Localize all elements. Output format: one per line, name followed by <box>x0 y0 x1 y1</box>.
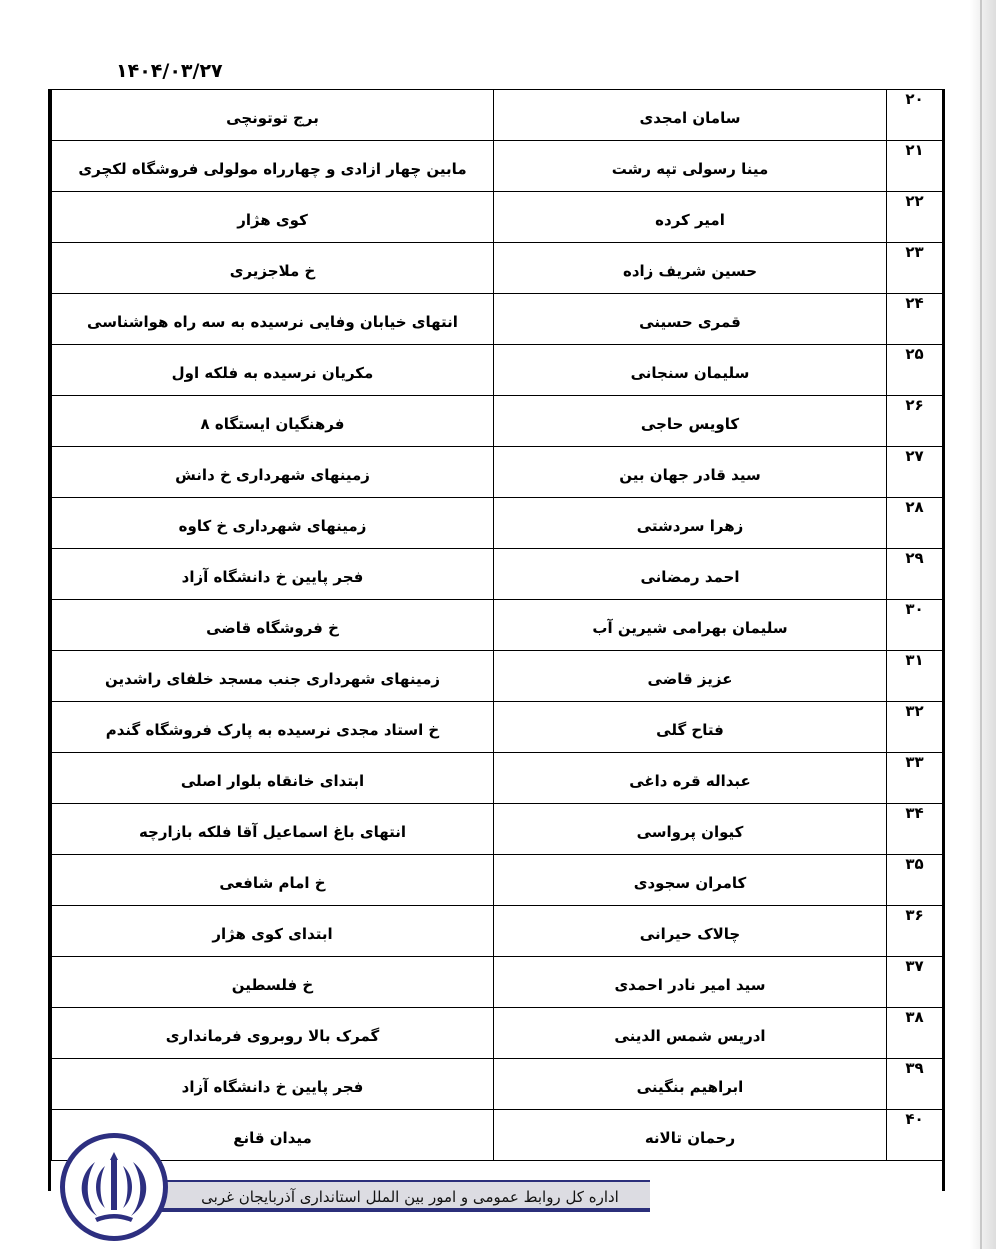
table-row <box>52 1059 943 1110</box>
row-name <box>494 498 887 549</box>
table-row <box>52 192 943 243</box>
row-address <box>52 702 494 753</box>
row-name <box>494 243 887 294</box>
row-address-text: فجر پایین خ دانشگاه آزاد <box>181 568 364 586</box>
row-address-text: زمینهای شهرداری خ دانش <box>175 466 370 484</box>
row-name-text: سامان امجدی <box>639 109 741 127</box>
page-edge-line <box>980 0 982 1249</box>
row-name-text: مینا رسولی تپه رشت <box>611 160 769 178</box>
address-table <box>51 89 943 1161</box>
row-name <box>494 651 887 702</box>
row-name-text: رحمان تالانه <box>644 1129 736 1147</box>
table-row <box>52 345 943 396</box>
row-name <box>494 1059 887 1110</box>
row-address <box>52 753 494 804</box>
row-address <box>52 294 494 345</box>
row-name-text: زهرا سردشتی <box>636 517 744 535</box>
row-name-text: کامران سجودی <box>633 874 747 892</box>
row-address-text: کوی هژار <box>237 211 308 229</box>
row-address <box>52 447 494 498</box>
row-address-text: خ ملاجزیری <box>229 262 316 280</box>
row-number: ۲۸ <box>887 498 943 549</box>
table-row <box>52 702 943 753</box>
row-address-text: خ فروشگاه قاضی <box>206 619 339 637</box>
row-address-text: خ استاد مجدی نرسیده به پارک فروشگاه گندم <box>105 721 440 739</box>
table-row <box>52 804 943 855</box>
row-address <box>52 651 494 702</box>
row-address-text: فرهنگیان ایستگاه ۸ <box>200 415 345 433</box>
row-address-text: مابین چهار ازادی و چهارراه مولولی فروشگاه لکچری <box>78 160 467 178</box>
row-name-text: احمد رمضانی <box>640 568 740 586</box>
row-address-text: ابتدای خانقاه بلوار اصلی <box>180 772 365 790</box>
row-address <box>52 396 494 447</box>
row-address-text: گمرک بالا روبروی فرمانداری <box>165 1027 380 1045</box>
row-name <box>494 702 887 753</box>
table-row <box>52 141 943 192</box>
row-name <box>494 294 887 345</box>
row-name <box>494 396 887 447</box>
row-name <box>494 549 887 600</box>
row-name <box>494 345 887 396</box>
table-row <box>52 294 943 345</box>
row-number: ۲۷ <box>887 447 943 498</box>
row-address-text: ابتدای کوی هژار <box>212 925 333 943</box>
row-number: ۳۸ <box>887 1008 943 1059</box>
row-name <box>494 804 887 855</box>
row-number: ۴۰ <box>887 1110 943 1161</box>
table-row <box>52 753 943 804</box>
document-date: ۱۴۰۴/۰۳/۲۷ <box>116 60 223 82</box>
row-name <box>494 1008 887 1059</box>
row-name <box>494 447 887 498</box>
row-name <box>494 600 887 651</box>
row-name-text: کاویس حاجی <box>640 415 740 433</box>
row-number: ۳۰ <box>887 600 943 651</box>
row-number: ۳۷ <box>887 957 943 1008</box>
row-address-text: مکریان نرسیده به فلکه اول <box>171 364 374 382</box>
row-address-text: میدان قانع <box>233 1129 312 1147</box>
row-number: ۲۶ <box>887 396 943 447</box>
row-address <box>52 498 494 549</box>
table-row <box>52 549 943 600</box>
row-name-text: سلیمان بهرامی شیرین آب <box>592 619 788 637</box>
row-number: ۲۹ <box>887 549 943 600</box>
page-edge-shadow <box>970 0 996 1249</box>
table-row <box>52 498 943 549</box>
row-address <box>52 1008 494 1059</box>
row-address-text: زمینهای شهرداری خ کاوه <box>178 517 367 535</box>
row-name-text: ابراهیم بنگینی <box>636 1078 744 1096</box>
row-number: ۳۵ <box>887 855 943 906</box>
row-address-text: خ فلسطین <box>231 976 314 994</box>
row-name-text: عزیز قاضی <box>647 670 733 688</box>
row-name-text: حسین شریف زاده <box>622 262 758 280</box>
row-name-text: عبداله قره داغی <box>629 772 751 790</box>
table-row <box>52 243 943 294</box>
row-name-text: سید قادر جهان بین <box>619 466 761 484</box>
row-name-text: کیوان پرواسی <box>636 823 744 841</box>
table-row <box>52 651 943 702</box>
footer-text: اداره کل روابط عمومی و امور بین الملل استانداری آذربایجان غربی <box>201 1188 619 1206</box>
row-number: ۳۶ <box>887 906 943 957</box>
table-row <box>52 1110 943 1161</box>
table-row <box>52 396 943 447</box>
row-name <box>494 957 887 1008</box>
row-address <box>52 141 494 192</box>
row-address <box>52 90 494 141</box>
row-number: ۳۲ <box>887 702 943 753</box>
row-address <box>52 906 494 957</box>
row-number: ۲۰ <box>887 90 943 141</box>
row-address <box>52 957 494 1008</box>
iran-emblem-icon <box>60 1133 168 1241</box>
row-number: ۳۳ <box>887 753 943 804</box>
row-name <box>494 90 887 141</box>
row-address <box>52 804 494 855</box>
row-address <box>52 855 494 906</box>
row-address <box>52 549 494 600</box>
row-number: ۲۲ <box>887 192 943 243</box>
row-name <box>494 906 887 957</box>
row-address <box>52 243 494 294</box>
row-name <box>494 141 887 192</box>
row-number: ۳۹ <box>887 1059 943 1110</box>
table-row <box>52 1008 943 1059</box>
row-number: ۲۴ <box>887 294 943 345</box>
table-row <box>52 855 943 906</box>
row-name-text: قمری حسینی <box>639 313 741 331</box>
row-address <box>52 345 494 396</box>
row-name <box>494 1110 887 1161</box>
row-number: ۲۳ <box>887 243 943 294</box>
row-address <box>52 192 494 243</box>
row-name-text: چالاک حیرانی <box>639 925 741 943</box>
row-address-text: برج توتونچی <box>226 109 319 127</box>
row-name-text: ادریس شمس الدینی <box>614 1027 766 1045</box>
row-name <box>494 192 887 243</box>
row-address-text: زمینهای شهرداری جنب مسجد خلفای راشدین <box>104 670 441 688</box>
row-address-text: انتهای خیابان وفایی نرسیده به سه راه هواشناسی <box>87 313 458 331</box>
row-name <box>494 753 887 804</box>
row-name-text: سید امیر نادر احمدی <box>614 976 766 994</box>
row-number: ۲۱ <box>887 141 943 192</box>
row-address-text: فجر پایین خ دانشگاه آزاد <box>181 1078 364 1096</box>
row-address <box>52 1059 494 1110</box>
row-number: ۲۵ <box>887 345 943 396</box>
table-row <box>52 600 943 651</box>
row-address-text: انتهای باغ اسماعیل آقا فلکه بازارچه <box>138 823 407 841</box>
row-address <box>52 600 494 651</box>
row-name <box>494 855 887 906</box>
row-name-text: سلیمان سنجانی <box>630 364 750 382</box>
table-row <box>52 447 943 498</box>
table-row <box>52 90 943 141</box>
row-number: ۳۴ <box>887 804 943 855</box>
row-number: ۳۱ <box>887 651 943 702</box>
row-name-text: فتاح گلی <box>656 721 724 739</box>
table-row <box>52 957 943 1008</box>
table-row <box>52 906 943 957</box>
row-address-text: خ امام شافعی <box>219 874 326 892</box>
row-name-text: امیر کرده <box>655 211 725 229</box>
